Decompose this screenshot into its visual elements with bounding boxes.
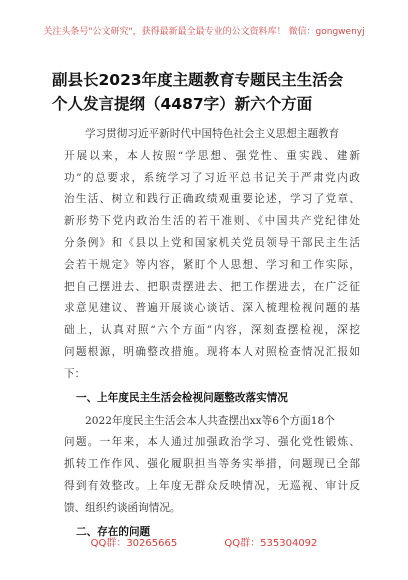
paragraph-line: 础上，认真对照“六个方面”内容，深刻查摆检视，深挖 (64, 324, 360, 337)
footer-qq-group-1: QQ群：30265665 (90, 538, 178, 549)
section-heading-1: 一、上年度民主生活会检视问题整改落实情况 (76, 391, 288, 404)
paragraph-line: 新形势下党内政治生活的若干准则、《中国共产党纪律处 (64, 215, 360, 228)
paragraph-line: 求意见建议、普遍开展谈心谈话、深入梳理检视问题的基 (64, 302, 360, 315)
paragraph-line: 馈、组织约谈函询情况。 (64, 501, 181, 514)
paragraph-line: 会若干规定》等内容，紧盯个人思想、学习和工作实际， (64, 258, 360, 271)
document-title (52, 68, 372, 116)
document-body (64, 124, 360, 545)
footer-qq-group-2: QQ群：535304092 (224, 538, 318, 549)
paragraph-line: 治生活、树立和践行正确政绩观重要论述，学习了党章、 (64, 193, 360, 206)
paragraph-line: 分条例》和《县以上党和国家机关党员领导干部民主生活 (64, 236, 360, 249)
paragraph-line: 得到有效整改。上年度无群众反映情况，无巡视、审计反 (64, 479, 360, 492)
paragraph-line: 学习贯彻习近平新时代中国特色社会主义思想主题教育 (85, 128, 340, 140)
title-line-1: 副县长2023年度主题教育专题民主生活会 (52, 71, 344, 89)
paragraph-line: 问题根源，明确整改措施。现将本人对照检查情况汇报如 (64, 345, 360, 358)
paragraph-line: 下： (64, 367, 86, 380)
paragraph-line: 开展以来，本人按照“学思想、强党性、重实践、建新 (64, 149, 360, 162)
paragraph-line: 功”的总要求，系统学习了习近平总书记关于严肃党内政 (64, 171, 360, 184)
section-heading-2: 二、存在的问题 (76, 525, 151, 538)
paragraph-line: 抓转工作作风、强化履职担当等务实举措，问题现已全部 (64, 458, 360, 471)
paragraph-line: 2022年度民主生活会本人共查摆出xx等6个方面18个 (85, 414, 335, 427)
header-banner: 关注头条号"公文研究"，获得最新最全最专业的公文资料库！ 微信：gongwenyj (43, 27, 365, 37)
title-line-2: 个人发言提纲（4487字）新六个方面 (52, 95, 313, 113)
paragraph-line: 把自己摆进去、把职责摆进去、把工作摆进去，在广泛征 (64, 280, 360, 293)
paragraph-line: 问题。一年来，本人通过加强政治学习、强化党性锻炼、 (64, 436, 360, 449)
footer-banner (0, 534, 408, 549)
